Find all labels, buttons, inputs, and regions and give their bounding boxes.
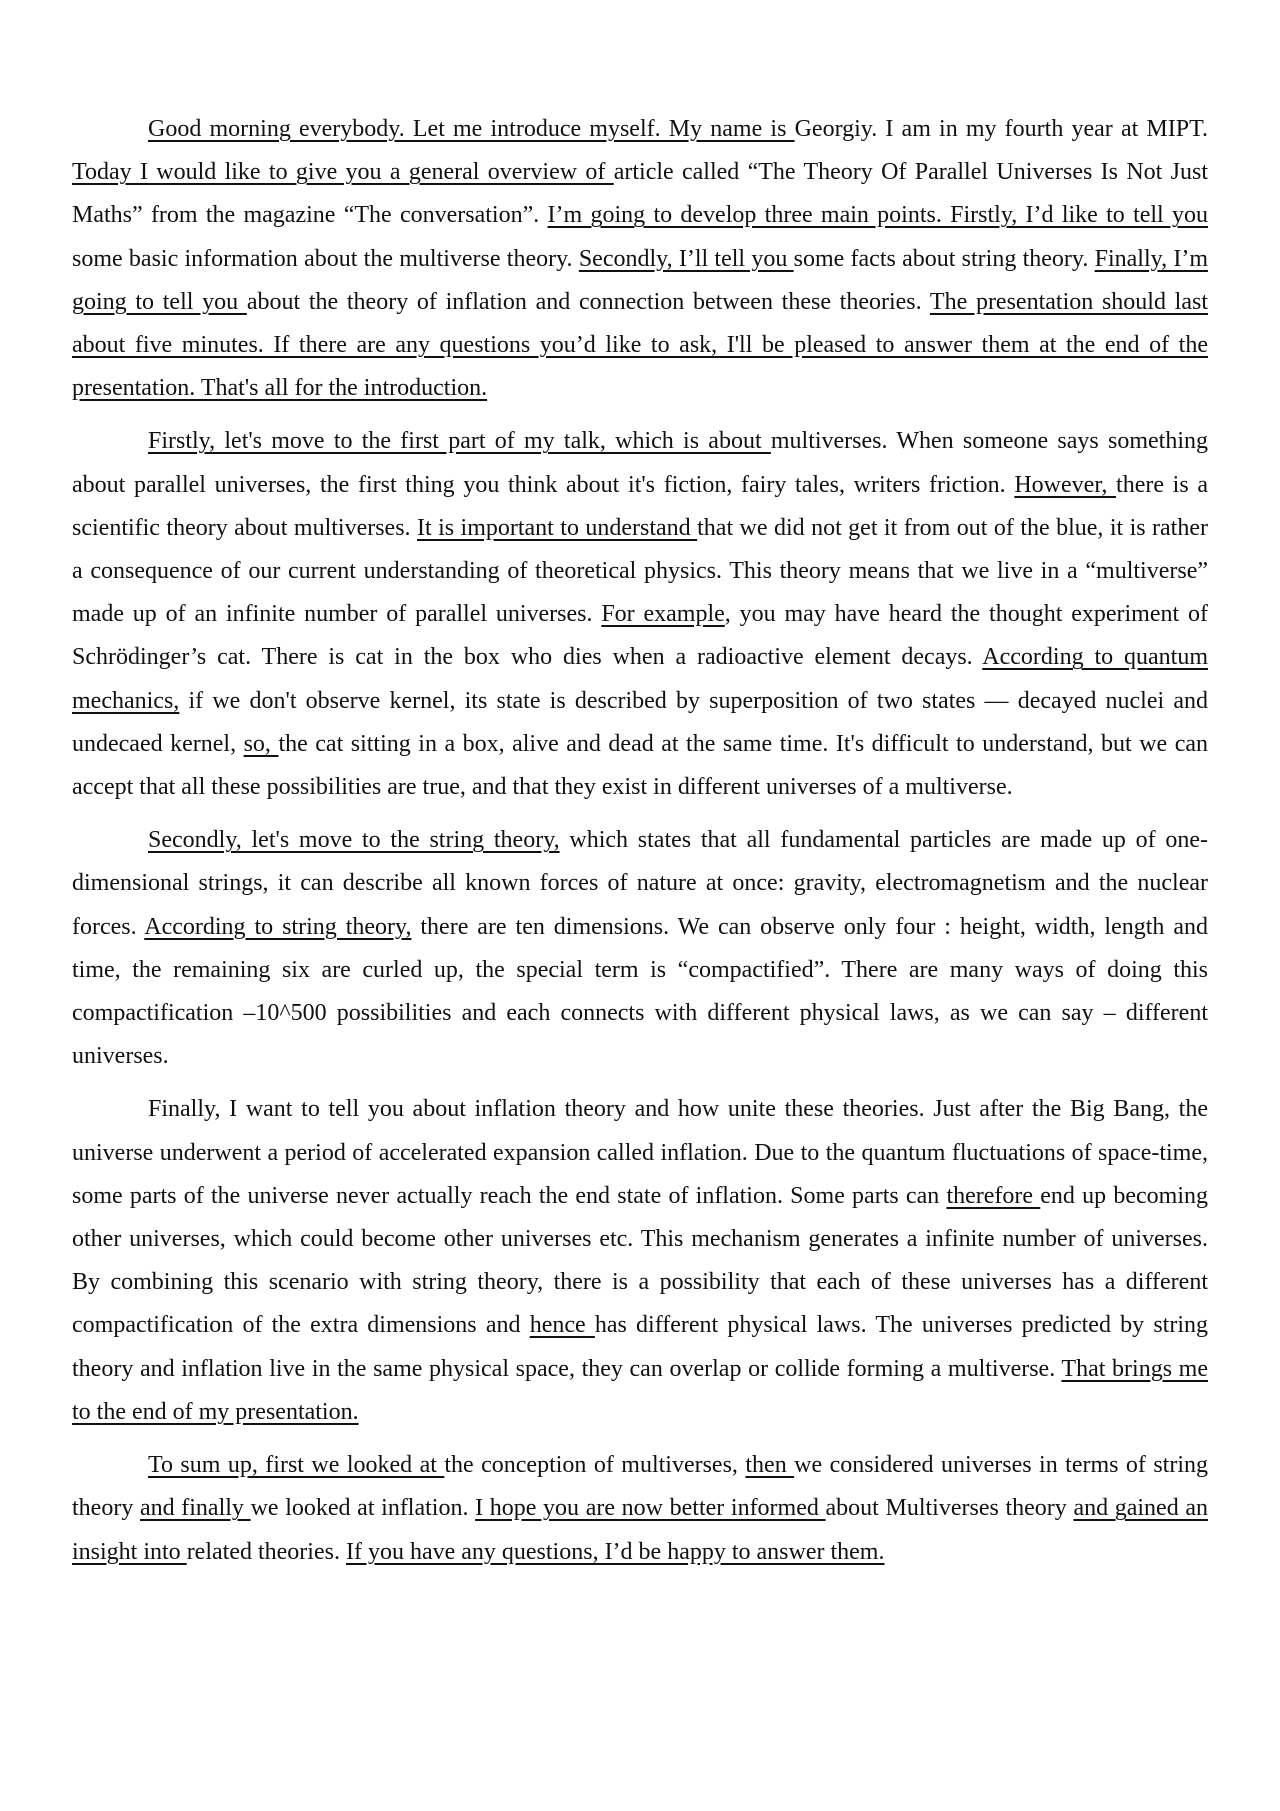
text-run: which states that all fundamental particles are made up of one-dimensional strings, it can describe all known forces of nature at once: gravity, electromagnetism and the nuclear forces. xyxy=(72,827,1208,940)
document-page xyxy=(72,108,1208,1584)
underlined-phrase: If you have any questions, I’d be happy to answer them. xyxy=(345,1538,885,1565)
text-run: related theories. xyxy=(186,1538,346,1565)
underlined-phrase: According to string theory, xyxy=(144,913,412,940)
underlined-phrase: Secondly, I’ll tell you xyxy=(578,245,794,272)
paragraph-conclusion xyxy=(72,1444,1208,1574)
text-run: , you may have heard the thought experiment of Schrödinger’s cat. There is cat in the box who dies when a radioactive element decays. xyxy=(72,601,1208,671)
text-run: multiverses. When someone says something about parallel universes, the first thing you think about it's fiction, fairy tales, writers friction. xyxy=(72,428,1208,498)
text-run: we considered universes in terms of string theory xyxy=(72,1452,1209,1522)
text-run: that we did not get it from out of the blue, it is rather a consequence of our current understanding of theoretical physics. This theory means that we live in a “multiverse” made up of an infinite number of parallel universes. xyxy=(72,514,1208,628)
text-run: has different physical laws. The universes predicted by string theory and inflation live in the same physical space, they can overlap or collide forming a multiverse. xyxy=(72,1312,1209,1382)
paragraph-introduction xyxy=(72,108,1208,410)
text-run: about the theory of inflation and connection between these theories. xyxy=(246,288,930,315)
underlined-phrase: The presentation should last about five minutes. If there are any questions you’d like to ask, I'll be pleased to answer them at the end of the presentation. That's all for the introduction. xyxy=(72,288,1208,402)
underlined-phrase: That brings me to the end of my presentation. xyxy=(72,1355,1208,1425)
text-run: the cat sitting in a box, alive and dead at the same time. It's difficult to understand, but we can accept that all these possibilities are true, and that they exist in different universes of a multiverse. xyxy=(72,730,1209,801)
paragraph-inflation xyxy=(72,1088,1208,1434)
underlined-phrase: hence xyxy=(529,1312,595,1339)
underlined-phrase: For example xyxy=(601,601,725,628)
underlined-phrase: then xyxy=(745,1452,795,1479)
underlined-phrase: Today I would like to give you a general overview of xyxy=(72,159,614,186)
underlined-phrase: Firstly, let's move to the first part of my talk, which is about xyxy=(148,428,771,455)
text-run: there is a scientific theory about multiverses. xyxy=(72,471,1209,541)
underlined-phrase: According to quantum mechanics, xyxy=(72,644,1209,714)
text-run: some facts about string theory. xyxy=(793,245,1095,272)
underlined-phrase: and finally xyxy=(139,1495,251,1522)
underlined-phrase: so, xyxy=(243,730,279,757)
underlined-phrase: Good morning everybody. Let me introduce myself. My name is xyxy=(148,116,795,142)
underlined-phrase: and gained an insight into xyxy=(72,1495,1209,1565)
text-run: about Multiverses theory xyxy=(825,1495,1074,1522)
text-run: article called “The Theory Of Parallel Universes Is Not Just Maths” from the magazine “The conversation”. xyxy=(72,159,1208,229)
paragraph-string-theory xyxy=(72,819,1208,1078)
underlined-phrase: It is important to understand xyxy=(416,514,698,541)
underlined-phrase: Finally, I’m going to tell you xyxy=(72,245,1208,315)
underlined-phrase: therefore xyxy=(946,1182,1041,1209)
text-run: some basic information about the multiverse theory. xyxy=(72,245,579,272)
text-run: the conception of multiverses, xyxy=(444,1452,746,1479)
underlined-phrase: Secondly, let's move to the string theory, xyxy=(148,827,560,854)
text-run: we looked at inflation. xyxy=(250,1495,476,1522)
underlined-phrase: I’m going to develop three main points. Firstly, I’d like to tell you xyxy=(547,202,1209,229)
text-run: Finally, I want to tell you about inflation theory and how unite these theories. Just after the Big Bang, the universe underwent a period of accelerated expansion called inflation. Due to the quantum fluctuations of space-time, some parts of the universe never actually reach the end state of inflation. Some parts can xyxy=(72,1096,1208,1209)
underlined-phrase: I hope you are now better informed xyxy=(475,1495,826,1522)
text-run: there are ten dimensions. We can observe only four : height, width, length and time, the remaining six are curled up, the special term is “compactified”. There are many ways of doing this compactification –10^500 possibilities and each connects with different physical laws, as we can say – different universes. xyxy=(72,913,1208,1070)
underlined-phrase: To sum up, first we looked at xyxy=(148,1452,445,1479)
text-run: Georgiy. I am in my fourth year at MIPT. xyxy=(794,116,1208,142)
text-run: end up becoming other universes, which could become other universes etc. This mechanism generates a infinite number of universes. By combining this scenario with string theory, there is a possibility that each of these universes has a different compactification of the extra dimensions and xyxy=(72,1182,1209,1339)
underlined-phrase: However, xyxy=(1014,471,1117,498)
paragraph-multiverses xyxy=(72,420,1208,809)
text-run: if we don't observe kernel, its state is described by superposition of two states — decayed nuclei and undecaed kernel, xyxy=(72,687,1208,757)
